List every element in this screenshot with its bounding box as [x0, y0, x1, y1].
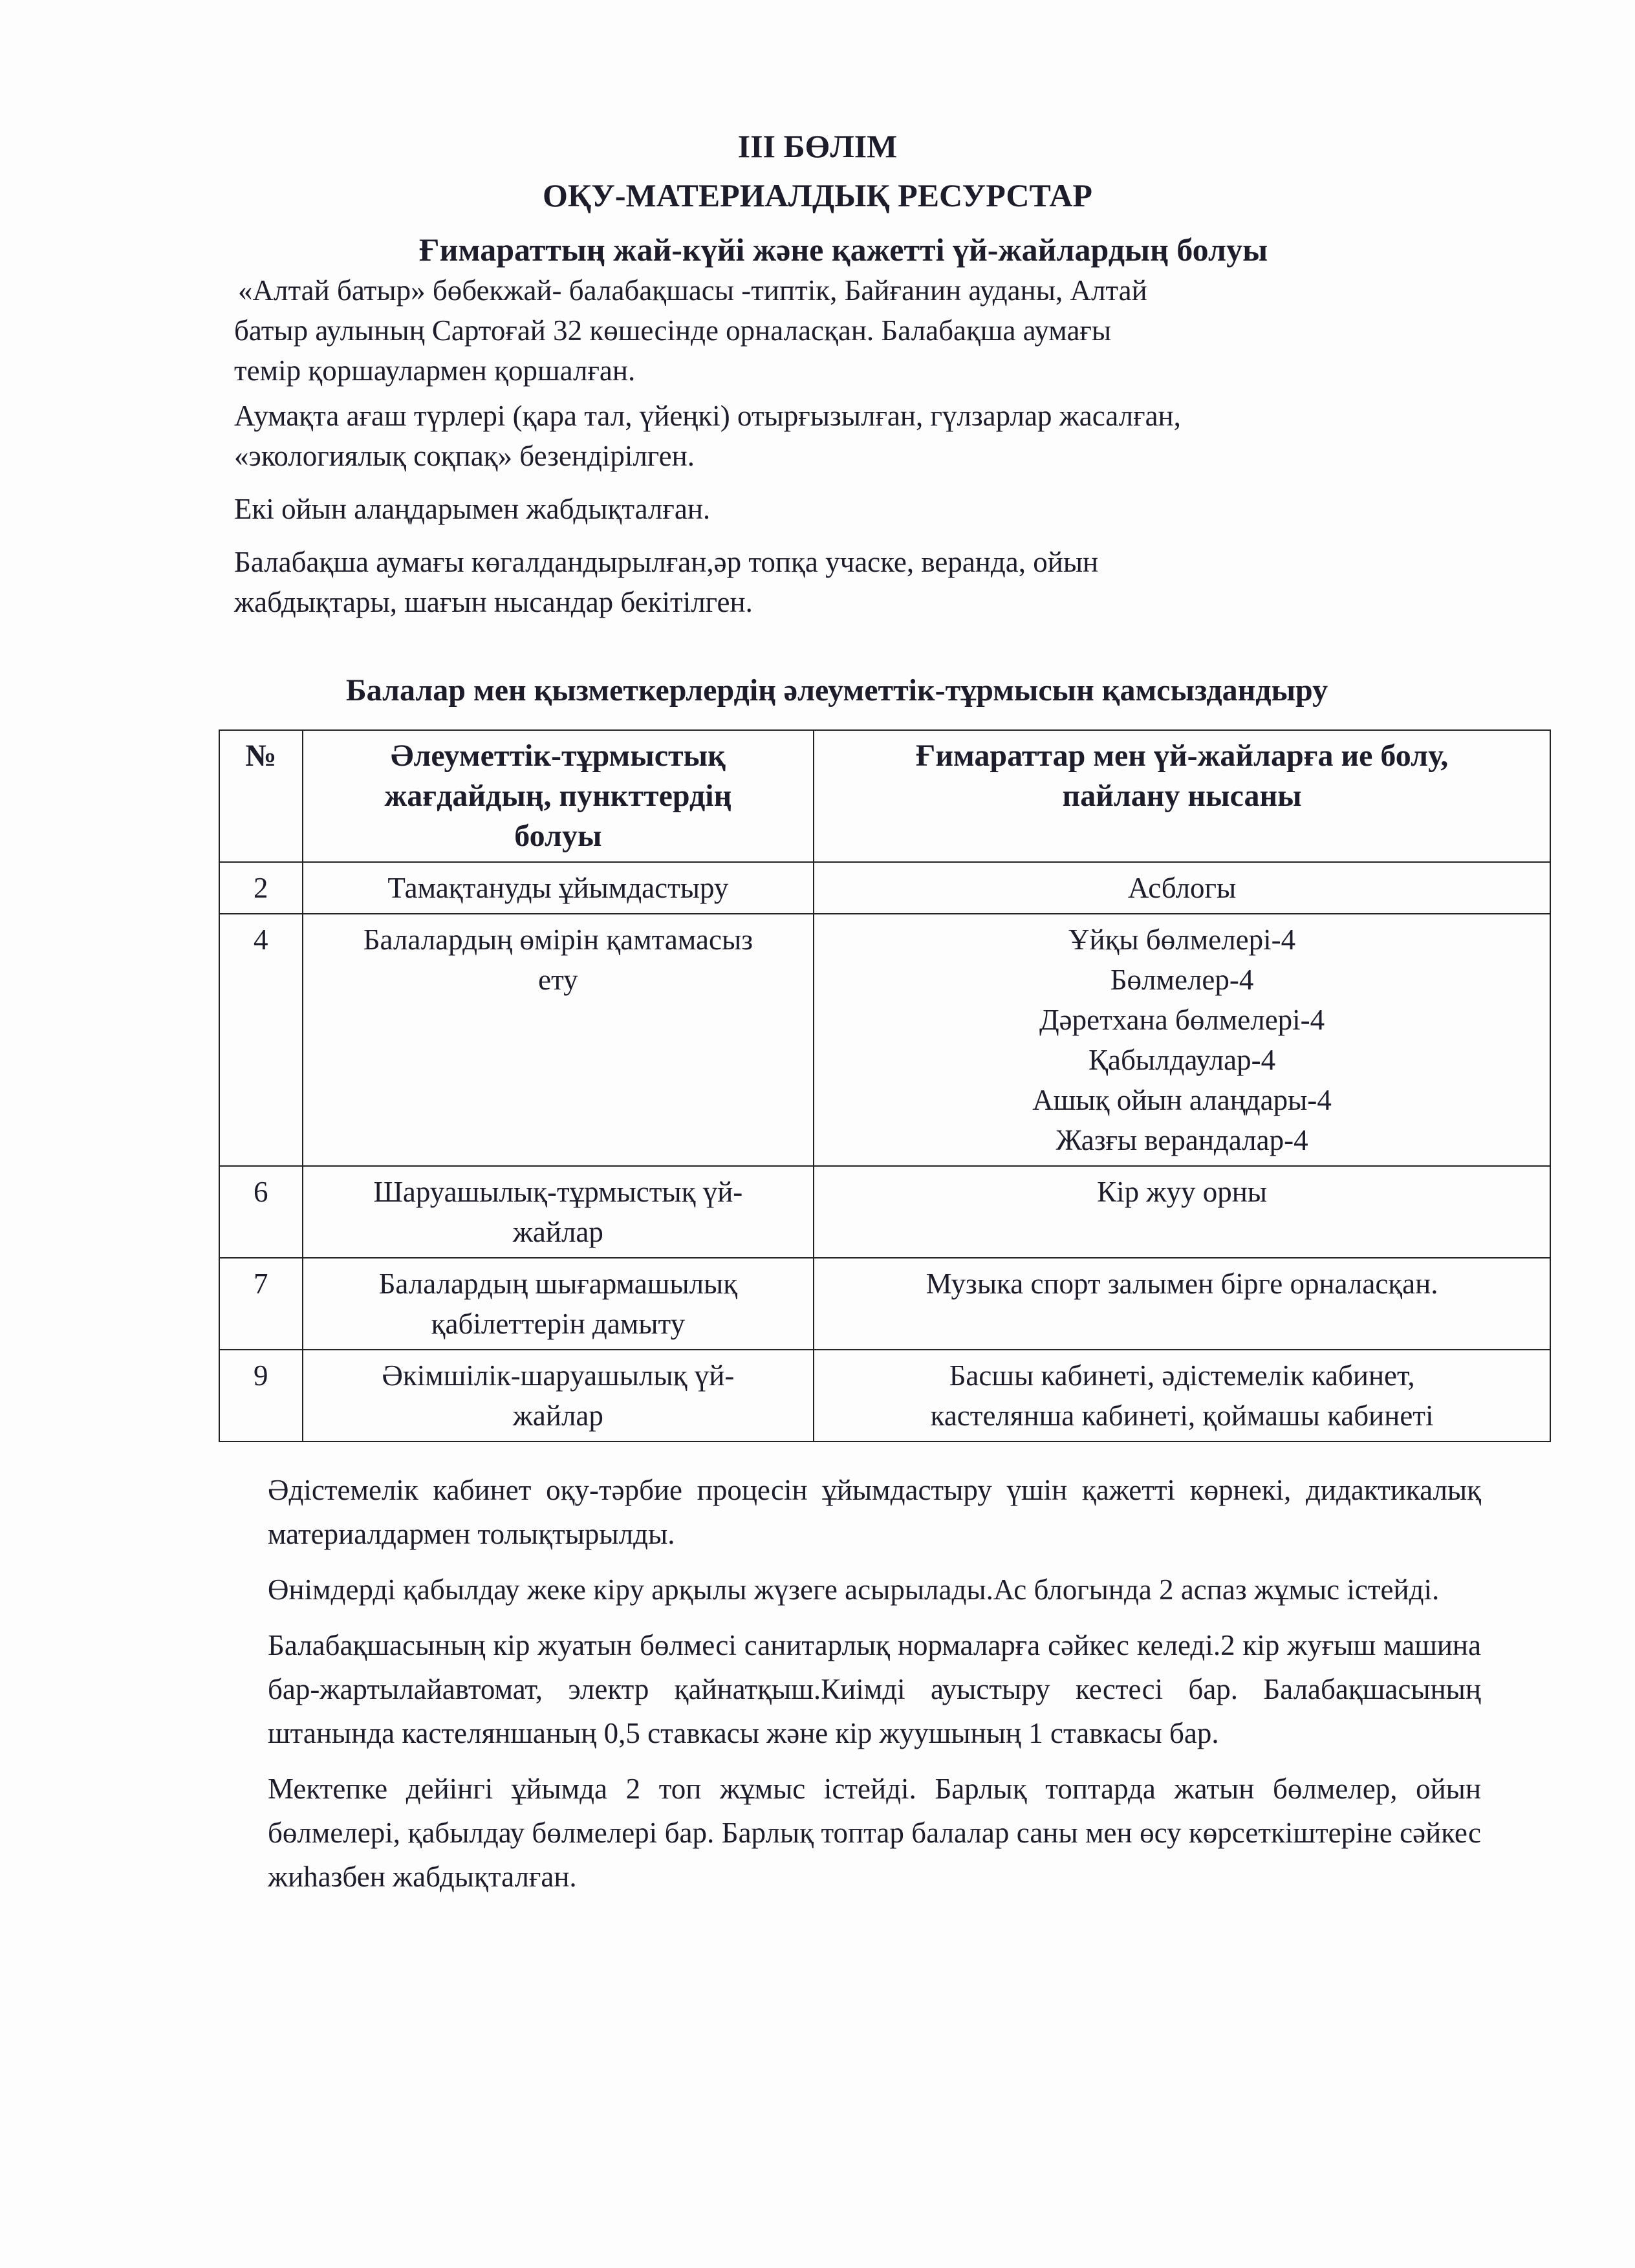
table-header-row	[219, 730, 1550, 862]
intro-text	[234, 270, 1502, 622]
header-item: Әлеуметтік-тұрмыстық жағдайдың, пункттердің болуы	[303, 730, 814, 862]
row-number: 7	[219, 1258, 303, 1350]
body-paragraph: Өнімдерді қабылдау жеке кіру арқылы жүзеге асырылады.Ас блогында 2 аспаз жұмыс істейді.	[268, 1573, 1440, 1606]
intro-line: жабдықтары, шағын нысандар бекітілген.	[234, 586, 753, 618]
subtitle: Ғимараттың жай-күйі және қажетті үй-жайлардың болуы	[418, 232, 1268, 268]
intro-line: Аумақта ағаш түрлері (қара тал, үйеңкі) отырғызылған, гүлзарлар жасалған,	[234, 400, 1181, 432]
row-item: Балалардың өмірін қамтамасыз ету	[303, 914, 814, 1166]
intro-line: Екі ойын алаңдарымен жабдықталған.	[234, 493, 711, 525]
body-paragraph: Әдістемелік кабинет оқу-тәрбие процесін ұйымдастыру үшін қажетті көрнекі, дидактикалық материалдармен толықтырылды.	[268, 1474, 1481, 1550]
intro-line: темір қоршаулармен қоршалған.	[234, 354, 636, 387]
row-number: 2	[219, 862, 303, 914]
resources-table	[219, 729, 1551, 1442]
row-item: Балалардың шығармашылық қабілеттерін дамыту	[303, 1258, 814, 1350]
row-value: Асблогы	[814, 862, 1550, 914]
table-row	[219, 1166, 1550, 1258]
intro-line: «Алтай батыр» бөбекжай- балабақшасы -типтік, Байғанин ауданы, Алтай	[238, 274, 1147, 307]
row-item: Шаруашылық-тұрмыстық үй- жайлар	[303, 1166, 814, 1258]
table-row	[219, 862, 1550, 914]
table-row	[219, 914, 1550, 1166]
row-value: Кір жуу орны	[814, 1166, 1550, 1258]
row-value: Музыка спорт залымен бірге орналасқан.	[814, 1258, 1550, 1350]
row-number: 9	[219, 1350, 303, 1442]
body-paragraph: Балабақшасының кір жуатын бөлмесі санитарлық нормаларға сәйкес келеді.2 кір жуғыш машина бар-жартылайавтомат, электр қайнатқыш.Киімді ауыстыру кестесі бар. Балабақшасының штанында кастеляншаның 0,5 ставкасы және кір жуушының 1 ставкасы бар.	[268, 1629, 1481, 1749]
header-number: №	[219, 730, 303, 862]
row-item: Тамақтануды ұйымдастыру	[303, 862, 814, 914]
row-value: Ұйқы бөлмелері-4 Бөлмелер-4 Дәретхана бөлмелері-4 Қабылдаулар-4 Ашық ойын алаңдары-4 Жазғы верандалар-4	[814, 914, 1550, 1166]
row-item: Әкімшілік-шаруашылық үй- жайлар	[303, 1350, 814, 1442]
intro-line: Балабақша аумағы көгалдандырылған,әр топқа учаске, веранда, ойын	[234, 546, 1099, 578]
section-number: ІІІ БӨЛІМ	[737, 128, 898, 164]
table-row	[219, 1350, 1550, 1442]
row-value: Басшы кабинеті, әдістемелік кабинет, кастелянша кабинеті, қоймашы кабинеті	[814, 1350, 1550, 1442]
page-title: ОҚУ-МАТЕРИАЛДЫҚ РЕСУРСТАР	[543, 177, 1092, 213]
header-usage: Ғимараттар мен үй-жайларға ие болу, пайлану нысаны	[814, 730, 1550, 862]
row-number: 4	[219, 914, 303, 1166]
intro-line: «экологиялық соқпақ» безендірілген.	[234, 440, 695, 472]
table-row	[219, 1258, 1550, 1350]
row-number: 6	[219, 1166, 303, 1258]
table-title: Балалар мен қызметкерлердің әлеуметтік-тұрмысын қамсыздандыру	[345, 673, 1328, 707]
body-text	[268, 1468, 1481, 1910]
body-paragraph: Мектепке дейінгі ұйымда 2 топ жұмыс істейді. Барлық топтарда жатын бөлмелер, ойын бөлмелері, қабылдау бөлмелері бар. Барлық топтар балалар саны мен өсу көрсеткіштеріне сәйкес жиһазбен жабдықталған.	[268, 1773, 1481, 1893]
intro-line: батыр аулының Сартоғай 32 көшесінде орналасқан. Балабақша аумағы	[234, 314, 1112, 347]
